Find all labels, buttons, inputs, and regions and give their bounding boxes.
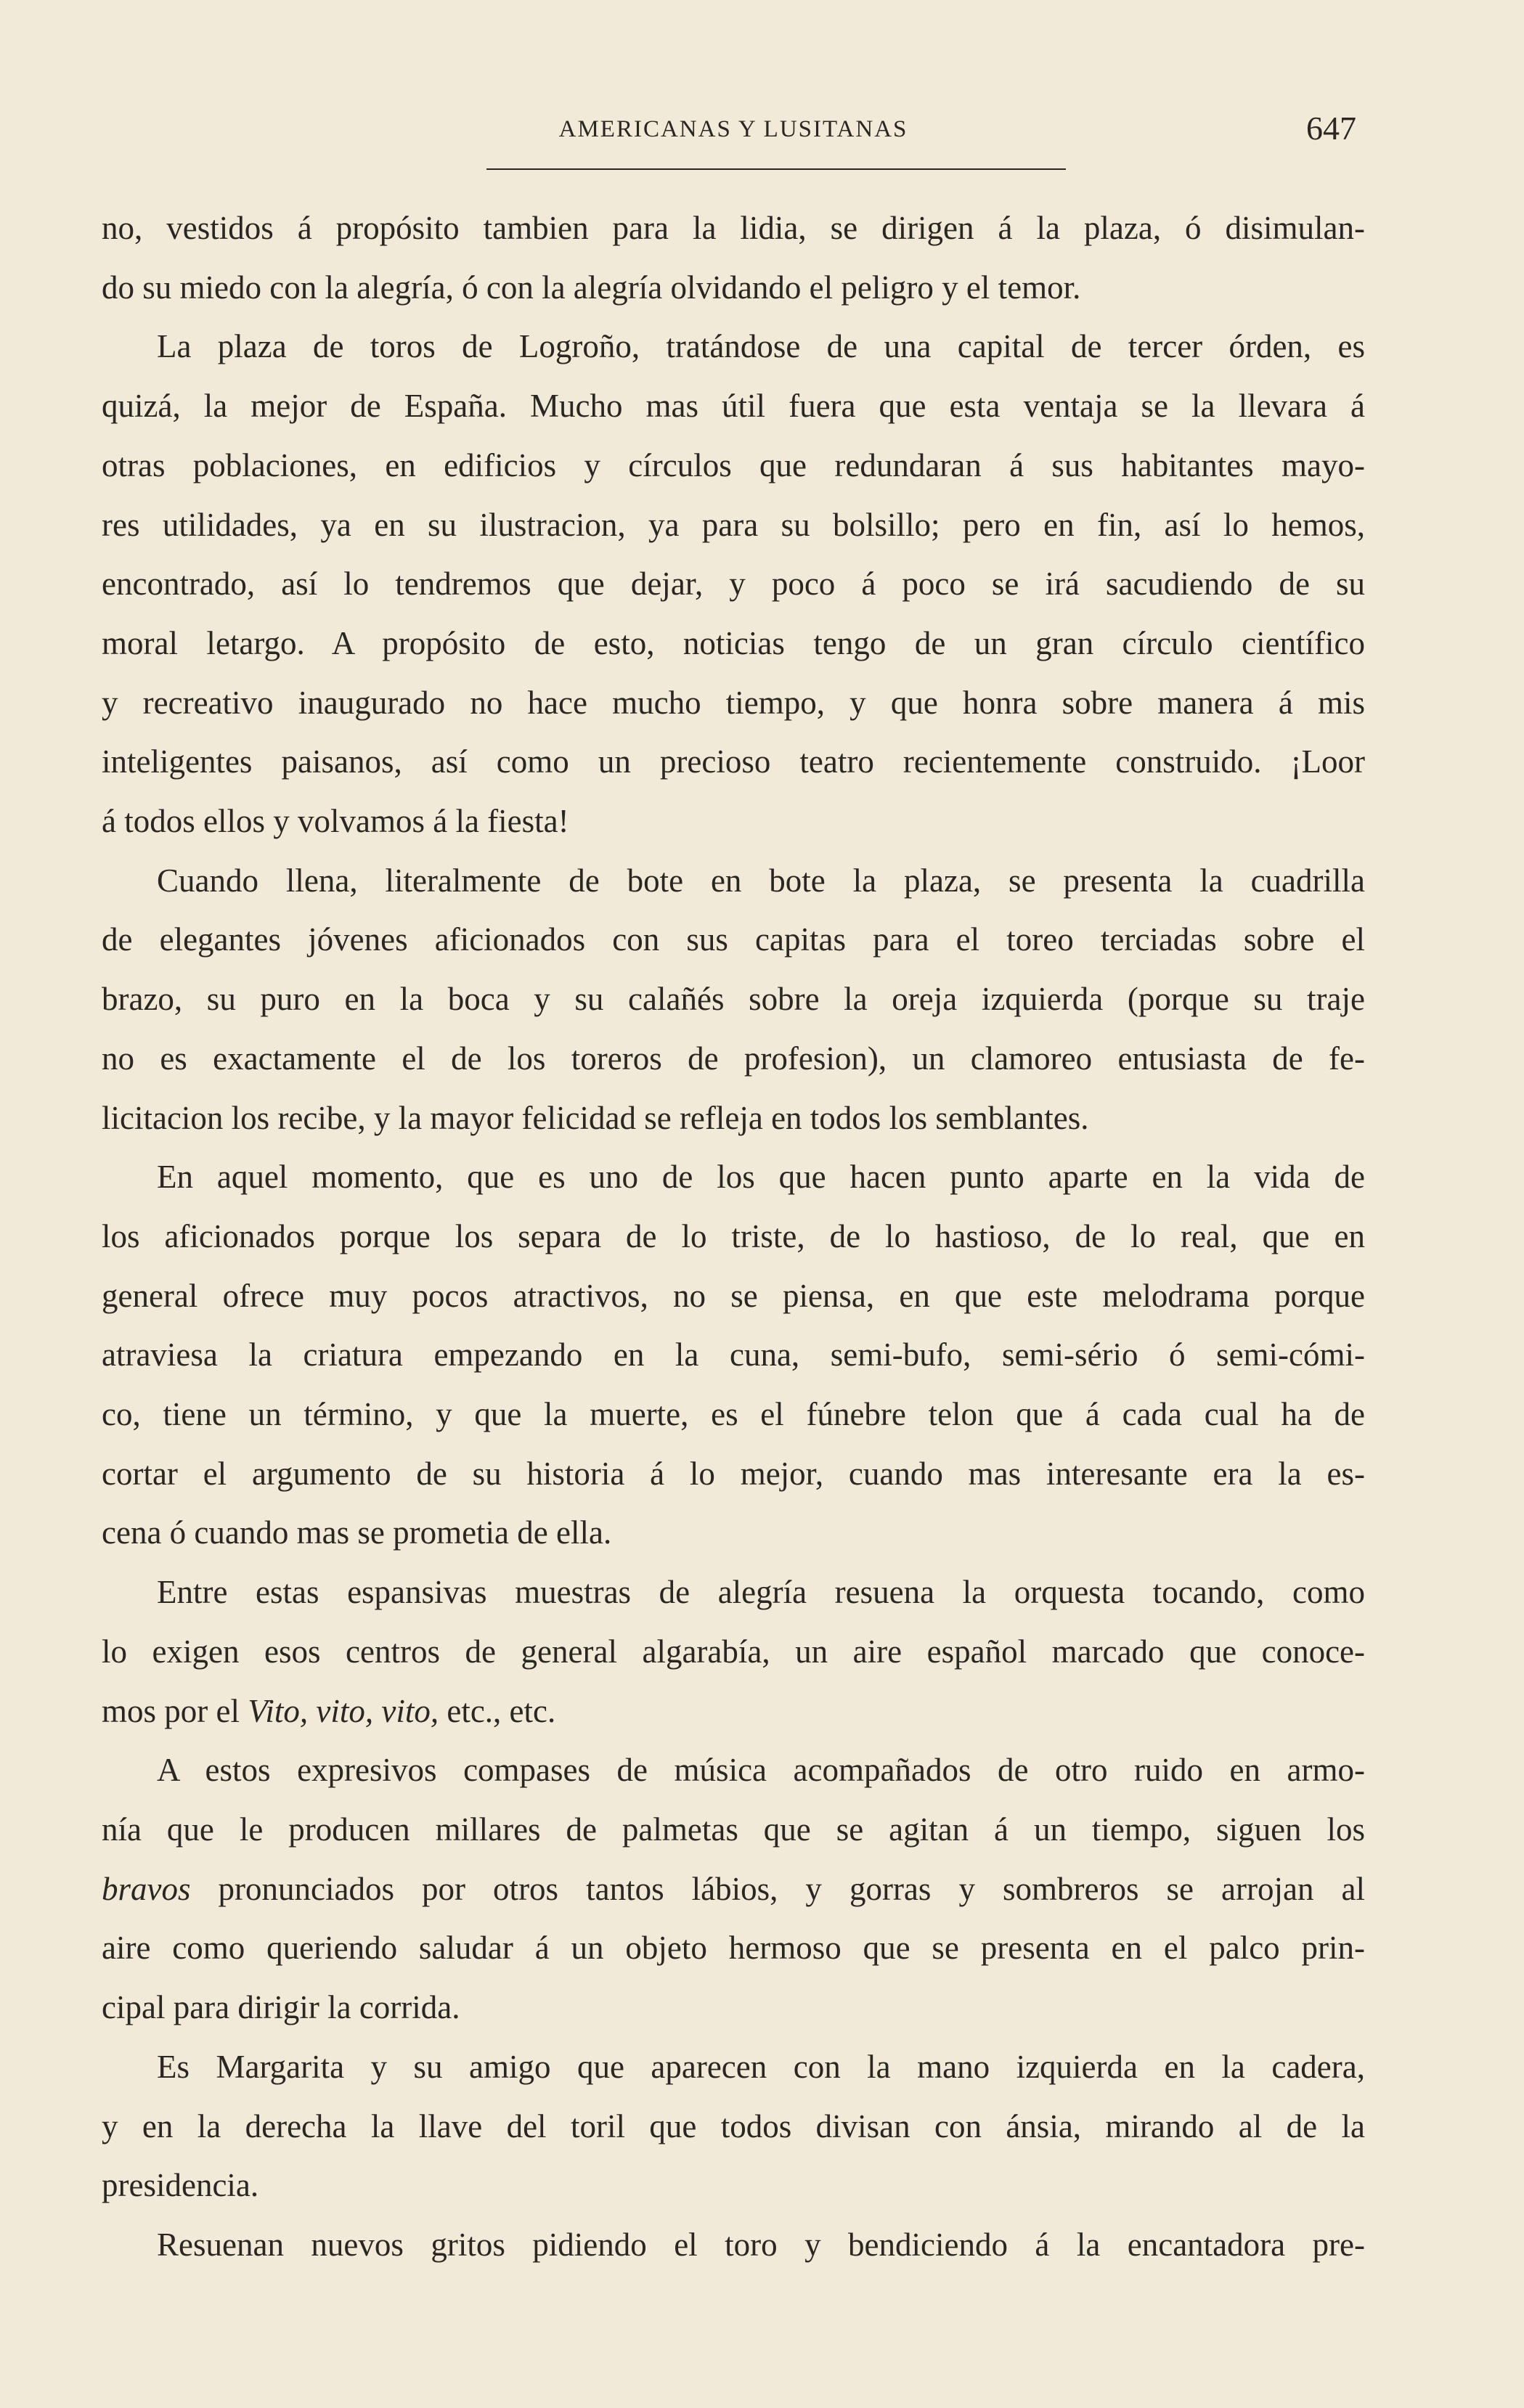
text-line: co, tiene un término, y que la muerte, es el fúnebre telon que á cada cual ha de xyxy=(102,1396,1365,1433)
text-line: mos por el Vito, vito, vito, etc., etc. xyxy=(102,1692,556,1729)
text-line: encontrado, así lo tendremos que dejar, y poco á poco se irá sacudiendo de su xyxy=(102,566,1365,603)
emphasis: bravos xyxy=(102,1870,191,1907)
text-line: Es Margarita y su amigo que aparecen con la mano izquierda en la cadera, xyxy=(157,2048,1365,2085)
text-line: bravos pronunciados por otros tantos lábios, y gorras y sombreros se arrojan al xyxy=(102,1870,1365,1907)
body-text xyxy=(102,199,1365,2275)
text-line: los aficionados porque los separa de lo triste, de lo hastioso, de lo real, que en xyxy=(102,1217,1365,1254)
text-line: La plaza de toros de Logroño, tratándose de una capital de tercer órden, es xyxy=(157,328,1365,365)
text-line: brazo, su puro en la boca y su calañés sobre la oreja izquierda (porque su traje xyxy=(102,981,1365,1018)
text-line: lo exigen esos centros de general algarabía, un aire español marcado que conoce- xyxy=(102,1633,1365,1670)
text-line: Cuando llena, literalmente de bote en bote la plaza, se presenta la cuadrilla xyxy=(157,862,1365,899)
text-line: cena ó cuando mas se prometia de ella. xyxy=(102,1514,612,1551)
text-line: Entre estas espansivas muestras de alegría resuena la orquesta tocando, como xyxy=(157,1574,1365,1611)
text-line: quizá, la mejor de España. Mucho mas útil fuera que esta ventaja se la llevara á xyxy=(102,388,1365,425)
text-line: nía que le producen millares de palmetas que se agitan á un tiempo, siguen los xyxy=(102,1811,1365,1848)
text-line: atraviesa la criatura empezando en la cuna, semi-bufo, semi-sério ó semi-cómi- xyxy=(102,1336,1365,1374)
text-line: y en la derecha la llave del toril que todos divisan con ánsia, mirando al de la xyxy=(102,2107,1365,2144)
text-line: presidencia. xyxy=(102,2167,259,2204)
text-line: general ofrece muy pocos atractivos, no se piensa, en que este melodrama porque xyxy=(102,1277,1365,1314)
text-line: cortar el argumento de su historia á lo mejor, cuando mas interesante era la es- xyxy=(102,1455,1365,1492)
book-page xyxy=(102,109,1365,2275)
text-line: moral letargo. A propósito de esto, noticias tengo de un gran círculo científico xyxy=(102,624,1365,661)
text-line: inteligentes paisanos, así como un precioso teatro recientemente construido. ¡Loor xyxy=(102,743,1365,780)
running-head xyxy=(102,109,1365,167)
text-line: do su miedo con la alegría, ó con la alegría olvidando el peligro y el temor. xyxy=(102,269,1081,306)
text-line: de elegantes jóvenes aficionados con sus capitas para el toreo terciadas sobre el xyxy=(102,921,1365,958)
text-line: Resuenan nuevos gritos pidiendo el toro y bendiciendo á la encantadora pre- xyxy=(157,2226,1365,2263)
header-rule xyxy=(486,168,1066,170)
text-line: otras poblaciones, en edificios y círculos que redundaran á sus habitantes mayo- xyxy=(102,446,1365,483)
running-title: AMERICANAS Y LUSITANAS xyxy=(558,116,908,142)
text-line: cipal para dirigir la corrida. xyxy=(102,1989,460,2026)
text-line: á todos ellos y volvamos á la fiesta! xyxy=(102,803,569,840)
text-line: res utilidades, ya en su ilustracion, ya para su bolsillo; pero en fin, así lo hemos, xyxy=(102,506,1365,543)
text-line: aire como queriendo saludar á un objeto hermoso que se presenta en el palco prin- xyxy=(102,1930,1365,1967)
text-line: A estos expresivos compases de música acompañados de otro ruido en armo- xyxy=(157,1752,1365,1789)
text-line: En aquel momento, que es uno de los que hacen punto aparte en la vida de xyxy=(157,1159,1365,1196)
text-line: licitacion los recibe, y la mayor felicidad se refleja en todos los semblantes. xyxy=(102,1099,1089,1136)
text-line: no es exactamente el de los toreros de profesion), un clamoreo entusiasta de fe- xyxy=(102,1040,1365,1077)
emphasis: Vito, vito, vito, xyxy=(248,1692,439,1729)
text-line: no, vestidos á propósito tambien para la lidia, se dirigen á la plaza, ó disimulan- xyxy=(102,210,1365,246)
page-number: 647 xyxy=(1306,110,1356,147)
text-line: y recreativo inaugurado no hace mucho tiempo, y que honra sobre manera á mis xyxy=(102,684,1365,721)
